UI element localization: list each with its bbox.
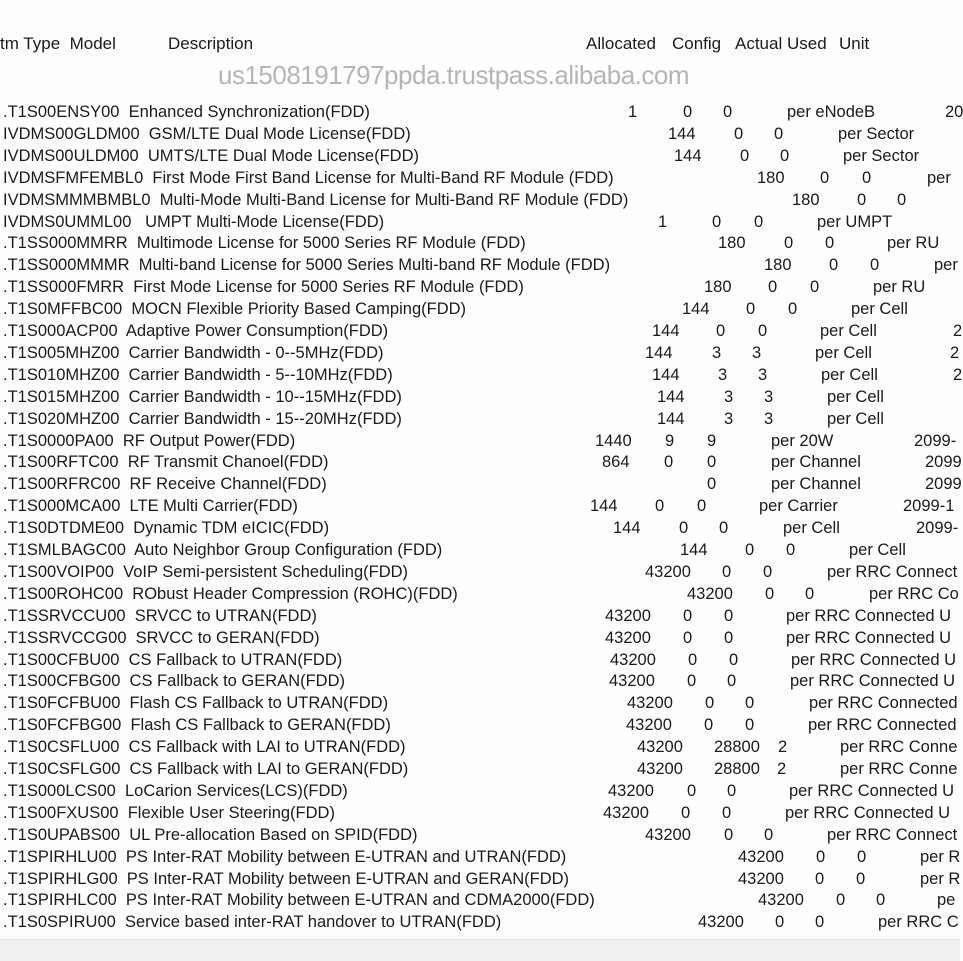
row-used: 0 bbox=[707, 453, 717, 472]
row-allocated: 864 bbox=[602, 453, 630, 472]
row-item: .T1S00ROHC00 RObust Header Compression (ROHC)(FDD) bbox=[3, 584, 458, 603]
row-config: 0 bbox=[724, 825, 734, 844]
header-unit: Unit bbox=[839, 34, 870, 53]
row-unit: per RRC Connected bbox=[809, 694, 958, 713]
row-config: 0 bbox=[740, 146, 750, 165]
row-config: 0 bbox=[687, 672, 697, 691]
row-allocated: 1440 bbox=[595, 431, 632, 450]
row-config: 0 bbox=[683, 103, 693, 121]
row-allocated: 43200 bbox=[738, 847, 784, 866]
row-allocated: 43200 bbox=[605, 628, 651, 647]
row-used: 0 bbox=[722, 803, 732, 822]
row-config: 3 bbox=[724, 409, 734, 428]
row-config: 0 bbox=[829, 256, 839, 275]
row-item: .T1SSRVCCG00 SRVCC to GERAN(FDD) bbox=[3, 628, 320, 647]
row-allocated: 180 bbox=[757, 168, 785, 187]
row-used: 0 bbox=[697, 497, 707, 516]
row-allocated: 180 bbox=[764, 256, 792, 275]
row-used: 0 bbox=[876, 891, 886, 910]
row-allocated: 43200 bbox=[687, 584, 733, 603]
row-item: IVDMSFMFEMBL0 First Mode First Band License for Multi-Band RF Module (FDD) bbox=[3, 168, 614, 187]
row-unit: per RRC Co bbox=[869, 584, 959, 603]
row-used: 3 bbox=[764, 409, 774, 428]
row-item: .T1S00FXUS00 Flexible User Steering(FDD) bbox=[3, 803, 335, 822]
row-used: 0 bbox=[745, 694, 755, 713]
row-allocated: 144 bbox=[657, 387, 685, 406]
row-unit: per Sector bbox=[838, 124, 915, 143]
header-config: Config bbox=[672, 34, 722, 53]
row-item: .T1SPIRHLG00 PS Inter-RAT Mobility between E-UTRAN and GERAN(FDD) bbox=[3, 869, 570, 888]
row-allocated: 144 bbox=[645, 343, 673, 362]
row-used: 3 bbox=[752, 343, 762, 362]
row-unit: per Cell bbox=[815, 343, 872, 362]
row-config: 3 bbox=[712, 343, 722, 362]
row-used: 0 bbox=[856, 869, 866, 888]
row-config: 0 bbox=[857, 190, 867, 209]
row-config: 0 bbox=[745, 541, 755, 559]
row-config: 0 bbox=[688, 650, 698, 669]
row-unit: per Cell bbox=[827, 387, 884, 406]
row-allocated: 144 bbox=[652, 365, 680, 384]
row-unit: per Cell bbox=[851, 300, 908, 319]
row-used: 0 bbox=[764, 825, 774, 844]
row-used: 0 bbox=[724, 606, 734, 625]
row-item: .T1S020MHZ00 Carrier Bandwidth - 15--20MHz(FDD) bbox=[3, 409, 402, 428]
row-allocated: 1 bbox=[658, 212, 668, 231]
row-config: 0 bbox=[704, 716, 714, 735]
row-allocated: 43200 bbox=[645, 825, 691, 844]
row-item: .T1S0FCFBG00 Flash CS Fallback to GERAN(FDD) bbox=[3, 716, 391, 735]
row-allocated: 180 bbox=[718, 234, 746, 253]
row-used: 0 bbox=[810, 278, 820, 297]
row-unit: per RRC Connected bbox=[808, 716, 957, 735]
row-allocated: 43200 bbox=[698, 913, 744, 932]
row-config: 0 bbox=[815, 869, 825, 888]
row-allocated: 43200 bbox=[645, 562, 691, 581]
row-used: 0 bbox=[745, 716, 755, 735]
row-item: .T1S000MCA00 LTE Multi Carrier(FDD) bbox=[3, 497, 298, 516]
row-expiry: 20 bbox=[945, 103, 963, 121]
row-used: 9 bbox=[707, 431, 717, 450]
row-used: 3 bbox=[764, 387, 774, 406]
row-unit: per eNodeB bbox=[787, 103, 876, 121]
row-unit: per Cell bbox=[820, 322, 877, 340]
row-allocated: 43200 bbox=[758, 891, 804, 910]
header-allocated: Allocated bbox=[586, 34, 656, 53]
row-item: .T1S00RFRC00 RF Receive Channel(FDD) bbox=[3, 475, 327, 494]
row-config: 0 bbox=[775, 913, 785, 932]
row-used: 0 bbox=[825, 234, 835, 253]
row-item: IVDMS00GLDM00 GSM/LTE Dual Mode License(FDD) bbox=[3, 124, 411, 143]
row-allocated: 144 bbox=[674, 146, 702, 165]
row-config: 3 bbox=[718, 365, 728, 384]
row-unit: per RRC Conne bbox=[840, 760, 958, 778]
row-unit: per RRC Connected U bbox=[791, 650, 957, 669]
row-item: .T1SMLBAGC00 Auto Neighbor Group Configuration (FDD) bbox=[3, 541, 443, 559]
row-item: .T1S000ACP00 Adaptive Power Consumption(FDD) bbox=[3, 322, 389, 340]
row-allocated: 43200 bbox=[610, 650, 656, 669]
row-item: .T1S00CFBU00 CS Fallback to UTRAN(FDD) bbox=[3, 650, 343, 669]
row-allocated: 180 bbox=[792, 190, 820, 209]
row-unit: per Cell bbox=[821, 365, 878, 384]
row-allocated: 144 bbox=[657, 409, 685, 428]
row-expiry: 2099 bbox=[925, 453, 962, 472]
row-item: .T1SS000MMMR Multi-band License for 5000 Series Multi-band RF Module (FDD) bbox=[3, 256, 611, 275]
row-allocated: 43200 bbox=[637, 760, 683, 778]
row-used: 0 bbox=[727, 781, 737, 800]
row-config: 0 bbox=[716, 322, 726, 340]
row-expiry: 2 bbox=[953, 365, 963, 384]
row-allocated: 43200 bbox=[626, 716, 672, 735]
row-used: 0 bbox=[754, 212, 764, 231]
row-allocated: 43200 bbox=[605, 606, 651, 625]
row-config: 0 bbox=[746, 300, 756, 319]
row-allocated: 43200 bbox=[738, 869, 784, 888]
row-used: 0 bbox=[815, 913, 825, 932]
row-used: 0 bbox=[862, 168, 872, 187]
row-used: 3 bbox=[758, 365, 768, 384]
row-config: 0 bbox=[664, 453, 674, 472]
row-allocated: 180 bbox=[704, 278, 732, 297]
row-config: 0 bbox=[768, 278, 778, 297]
header-actual-used: Actual Used bbox=[735, 34, 827, 53]
row-unit: per RU bbox=[887, 234, 940, 253]
row-item: .T1S0MFFBC00 MOCN Flexible Priority Based Camping(FDD) bbox=[3, 300, 467, 319]
row-config: 0 bbox=[734, 124, 744, 143]
row-item: .T1S0CSFLU00 CS Fallback with LAI to UTRAN(FDD) bbox=[3, 738, 406, 757]
row-unit: per RRC Connected U bbox=[789, 781, 955, 800]
row-unit: per bbox=[927, 168, 951, 187]
row-config: 0 bbox=[712, 212, 722, 231]
row-expiry: 2099- bbox=[916, 519, 959, 538]
row-used: 0 bbox=[780, 146, 790, 165]
row-item: .T1S00CFBG00 CS Fallback to GERAN(FDD) bbox=[3, 672, 346, 691]
row-item: .T1SS000FMRR First Mode License for 5000 Series RF Module (FDD) bbox=[3, 278, 524, 297]
row-unit: per RRC Connected U bbox=[785, 803, 951, 822]
row-allocated: 144 bbox=[590, 497, 618, 516]
row-item: .T1S0SPIRU00 Service based inter-RAT handover to UTRAN(FDD) bbox=[3, 913, 502, 932]
row-used: 0 bbox=[786, 541, 796, 559]
row-allocated: 43200 bbox=[603, 803, 649, 822]
row-item: .T1SS000MMRR Multimode License for 5000 Series RF Module (FDD) bbox=[3, 234, 526, 253]
row-config: 28800 bbox=[714, 760, 760, 778]
row-unit: per Cell bbox=[827, 409, 884, 428]
row-used: 0 bbox=[857, 847, 867, 866]
row-config: 0 bbox=[705, 694, 715, 713]
row-item: .T1SPIRHLC00 PS Inter-RAT Mobility between E-UTRAN and CDMA2000(FDD) bbox=[3, 891, 595, 910]
row-used: 0 bbox=[707, 475, 717, 494]
row-used: 0 bbox=[723, 103, 733, 121]
row-config: 0 bbox=[683, 606, 693, 625]
row-used: 0 bbox=[724, 628, 734, 647]
row-allocated: 144 bbox=[652, 322, 680, 340]
row-config: 0 bbox=[655, 497, 665, 516]
header-description: Description bbox=[168, 34, 254, 53]
row-config: 0 bbox=[820, 168, 830, 187]
row-used: 0 bbox=[805, 584, 815, 603]
row-item: .T1S0DTDME00 Dynamic TDM eICIC(FDD) bbox=[3, 519, 330, 538]
row-used: 0 bbox=[729, 650, 739, 669]
row-config: 3 bbox=[724, 387, 734, 406]
row-unit: per RRC Connected U bbox=[786, 606, 952, 625]
row-allocated: 144 bbox=[613, 519, 641, 538]
row-expiry: 2 bbox=[950, 343, 960, 362]
row-unit: per RRC Connected U bbox=[786, 628, 952, 647]
row-item: .T1S00VOIP00 VoIP Semi-persistent Scheduling(FDD) bbox=[3, 562, 409, 581]
row-unit: per RU bbox=[873, 278, 926, 297]
row-config: 0 bbox=[681, 803, 691, 822]
row-used: 0 bbox=[897, 190, 907, 209]
row-unit: per R bbox=[920, 847, 961, 866]
row-config: 0 bbox=[816, 847, 826, 866]
row-unit: per RRC Conne bbox=[840, 738, 958, 757]
row-allocated: 144 bbox=[682, 300, 710, 319]
row-used: 0 bbox=[774, 124, 784, 143]
row-unit: per Sector bbox=[843, 146, 920, 165]
row-item: .T1SPIRHLU00 PS Inter-RAT Mobility between E-UTRAN and UTRAN(FDD) bbox=[3, 847, 567, 866]
row-config: 0 bbox=[765, 584, 775, 603]
row-unit: per RRC Connect bbox=[827, 825, 958, 844]
watermark: us1508191797ppda.trustpass.alibaba.com bbox=[218, 60, 690, 90]
row-config: 0 bbox=[722, 562, 732, 581]
row-unit: pe bbox=[937, 891, 956, 910]
row-unit: per Channel bbox=[771, 475, 861, 494]
row-config: 0 bbox=[683, 628, 693, 647]
row-item: .T1S000LCS00 LoCarion Services(LCS)(FDD) bbox=[3, 781, 348, 800]
row-config: 9 bbox=[665, 431, 675, 450]
row-config: 0 bbox=[784, 234, 794, 253]
row-unit: per Cell bbox=[849, 541, 906, 559]
row-allocated: 43200 bbox=[609, 672, 655, 691]
row-allocated: 43200 bbox=[608, 781, 654, 800]
row-item: IVDMSMMMBMBL0 Multi-Mode Multi-Band License for Multi-Band RF Module (FDD) bbox=[3, 190, 629, 209]
row-item: .T1S010MHZ00 Carrier Bandwidth - 5--10MHz(FDD) bbox=[3, 365, 393, 384]
row-unit: per UMPT bbox=[817, 212, 893, 231]
row-unit: per Cell bbox=[783, 519, 840, 538]
row-expiry: 2099- bbox=[914, 431, 957, 450]
row-expiry: 2099-1 bbox=[903, 497, 955, 516]
row-item: .T1S015MHZ00 Carrier Bandwidth - 10--15MHz(FDD) bbox=[3, 387, 402, 406]
row-config: 0 bbox=[679, 519, 689, 538]
row-allocated: 144 bbox=[668, 124, 696, 143]
row-allocated: 43200 bbox=[637, 738, 683, 757]
row-allocated: 43200 bbox=[627, 694, 673, 713]
row-used: 0 bbox=[727, 672, 737, 691]
row-item: .T1S0000PA00 RF Output Power(FDD) bbox=[3, 431, 296, 450]
row-item: IVDMS00ULDM00 UMTS/LTE Dual Mode License(FDD) bbox=[3, 146, 419, 165]
row-used: 0 bbox=[719, 519, 729, 538]
row-allocated: 1 bbox=[628, 103, 638, 121]
row-unit: per 20W bbox=[771, 431, 834, 450]
row-used: 0 bbox=[758, 322, 768, 340]
row-item: .T1S0CSFLG00 CS Fallback with LAI to GERAN(FDD) bbox=[3, 760, 409, 778]
row-expiry: 2099 bbox=[925, 475, 962, 494]
row-config: 28800 bbox=[714, 738, 760, 757]
row-unit: per bbox=[934, 256, 958, 275]
row-unit: per R bbox=[920, 869, 961, 888]
row-allocated: 144 bbox=[680, 541, 708, 559]
row-unit: per RRC Connect bbox=[827, 562, 958, 581]
row-item: .T1S0UPABS00 UL Pre-allocation Based on SPID(FDD) bbox=[3, 825, 418, 844]
row-config: 0 bbox=[687, 781, 697, 800]
row-config: 0 bbox=[836, 891, 846, 910]
row-item: IVDMS0UMML00 UMPT Multi-Mode License(FDD) bbox=[3, 212, 385, 231]
bottom-bar bbox=[0, 939, 960, 961]
row-unit: per Carrier bbox=[759, 497, 838, 516]
row-item: .T1S005MHZ00 Carrier Bandwidth - 0--5MHz(FDD) bbox=[3, 343, 384, 362]
row-unit: per RRC C bbox=[878, 913, 959, 932]
row-item: .T1S00RFTC00 RF Transmit Chanoel(FDD) bbox=[3, 453, 329, 472]
row-used: 0 bbox=[763, 562, 773, 581]
row-used: 0 bbox=[788, 300, 798, 319]
row-item: .T1S0FCFBU00 Flash CS Fallback to UTRAN(FDD) bbox=[3, 694, 389, 713]
row-item: .T1SSRVCCU00 SRVCC to UTRAN(FDD) bbox=[3, 606, 317, 625]
row-expiry: 2 bbox=[953, 322, 963, 340]
row-unit: per Channel bbox=[771, 453, 861, 472]
row-used: 2 bbox=[778, 738, 788, 757]
row-unit: per RRC Connected U bbox=[790, 672, 956, 691]
row-item: .T1S00ENSY00 Enhanced Synchronization(FDD) bbox=[3, 103, 370, 121]
row-used: 2 bbox=[777, 760, 787, 778]
header-item-type-model: tm Type Model bbox=[0, 34, 116, 53]
row-used: 0 bbox=[870, 256, 880, 275]
